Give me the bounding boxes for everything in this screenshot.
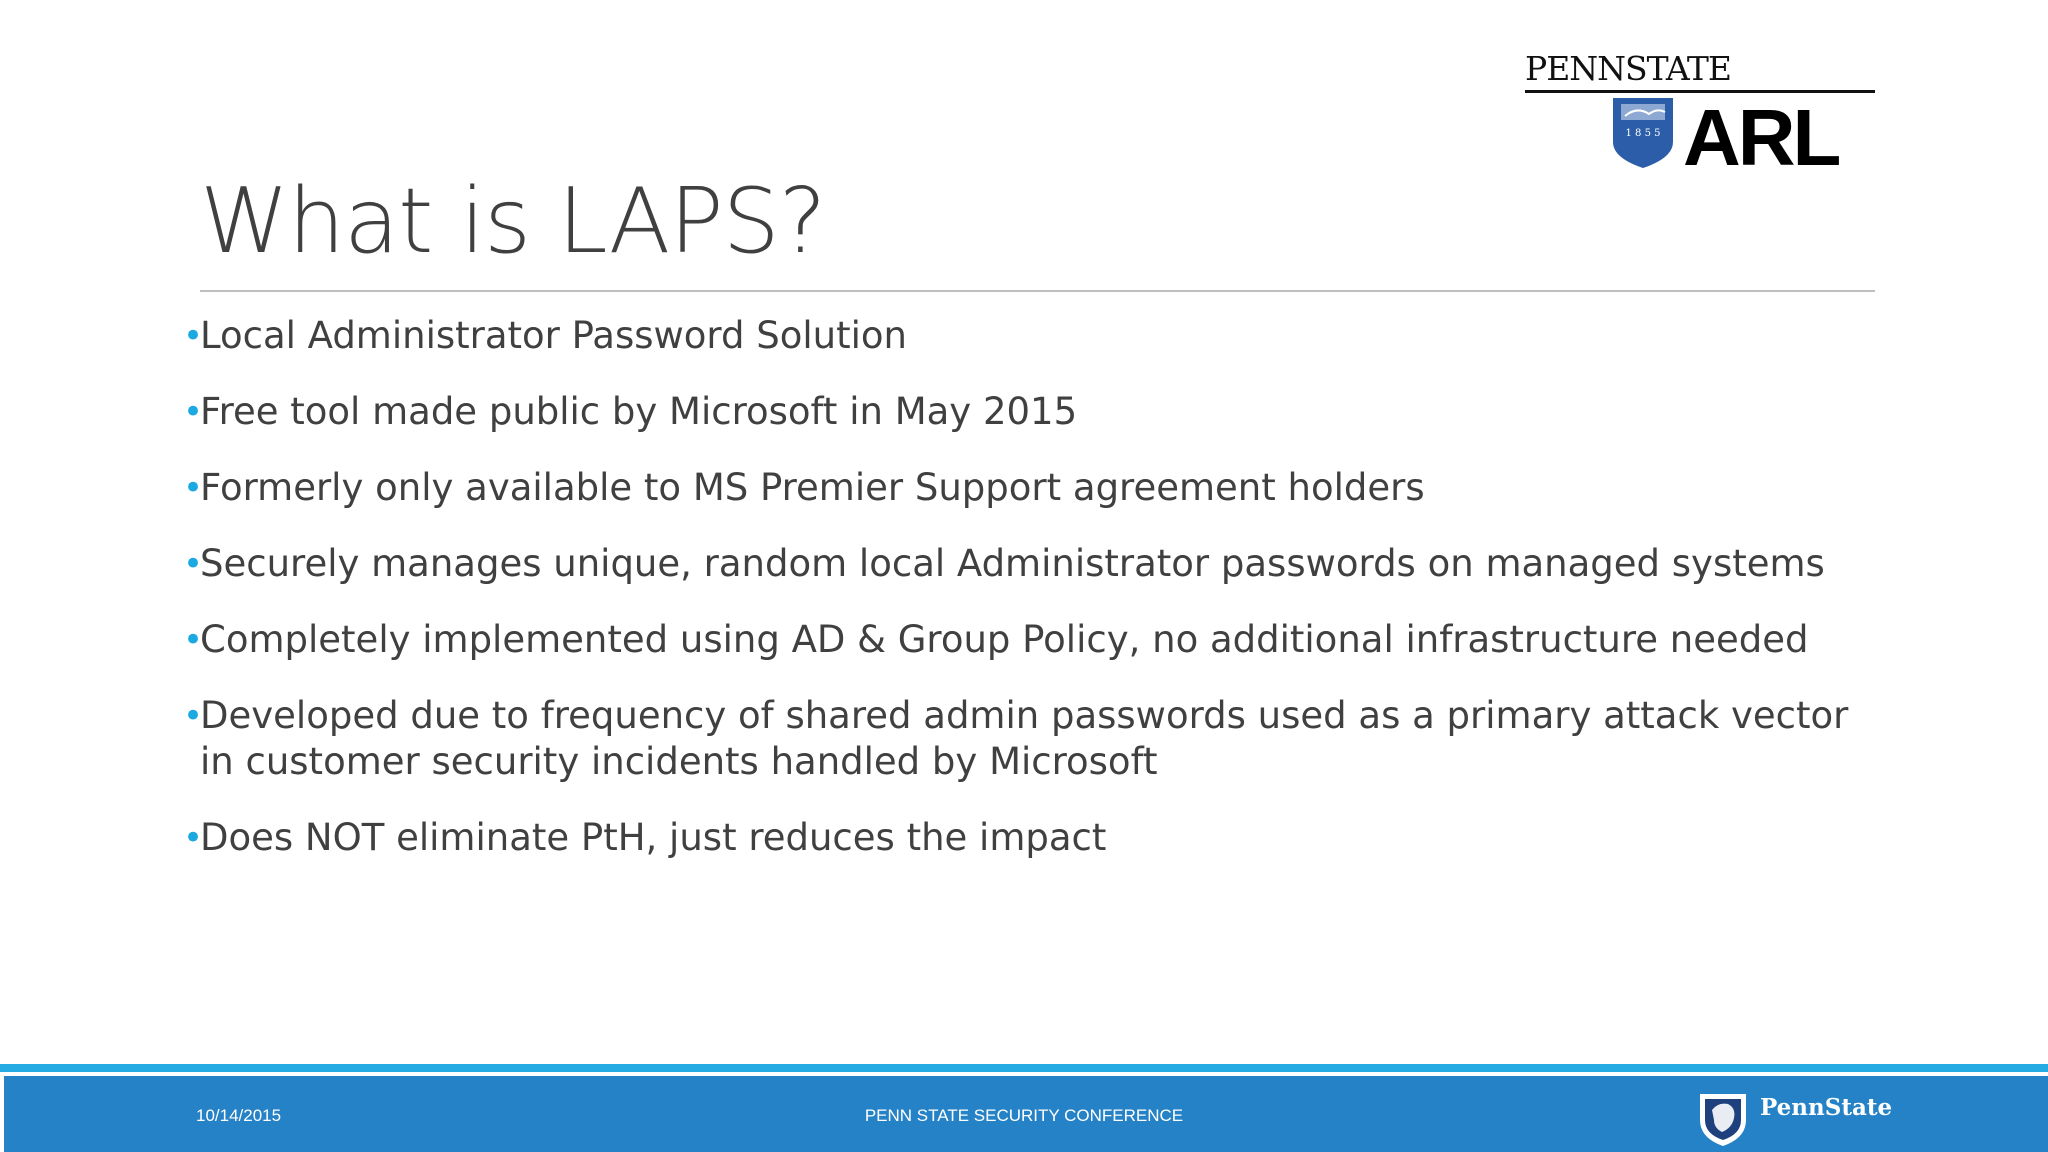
logo-year: 1 8 5 5 (1625, 128, 1661, 139)
footer-accent-stripe (0, 1064, 2048, 1072)
slide-title: What is LAPS? (200, 169, 826, 274)
bullet-item (183, 313, 1883, 359)
bullet-text: Local Administrator Password Solution (200, 314, 907, 357)
bullet-text: Completely implemented using AD & Group Policy, no additional infrastructure needed (200, 618, 1809, 661)
pennstate-arl-logo (1525, 50, 1875, 170)
bullet-item (183, 465, 1883, 511)
footer-conference-name: PENN STATE SECURITY CONFERENCE (864, 1106, 1184, 1125)
logo-wordmark: PENNSTATE (1525, 50, 1731, 88)
footer-logo-wordmark: PennState (1760, 1094, 1893, 1121)
bullet-dot-icon: • (183, 392, 204, 432)
bullet-dot-icon: • (183, 316, 204, 356)
bullet-dot-icon: • (183, 620, 204, 660)
bullet-text: Securely manages unique, random local Administrator passwords on managed systems (200, 542, 1825, 585)
bullet-list (183, 313, 1883, 891)
bullet-item (183, 617, 1883, 663)
logo-org: ARL (1683, 93, 1839, 170)
footer-date: 10/14/2015 (196, 1106, 282, 1125)
bullet-text: Developed due to frequency of shared admin passwords used as a primary attack vector in customer security incidents handled by Microsoft (200, 694, 1849, 783)
bullet-item (183, 815, 1883, 861)
title-divider (200, 290, 1875, 292)
bullet-dot-icon: • (183, 468, 204, 508)
bullet-dot-icon: • (183, 696, 204, 736)
bullet-text: Formerly only available to MS Premier Support agreement holders (200, 466, 1425, 509)
bullet-text: Does NOT eliminate PtH, just reduces the impact (200, 816, 1107, 859)
bullet-dot-icon: • (183, 544, 204, 584)
bullet-item (183, 541, 1883, 587)
bullet-text: Free tool made public by Microsoft in May 2015 (200, 390, 1078, 433)
bullet-item (183, 693, 1883, 785)
bullet-dot-icon: • (183, 818, 204, 858)
bullet-item (183, 389, 1883, 435)
